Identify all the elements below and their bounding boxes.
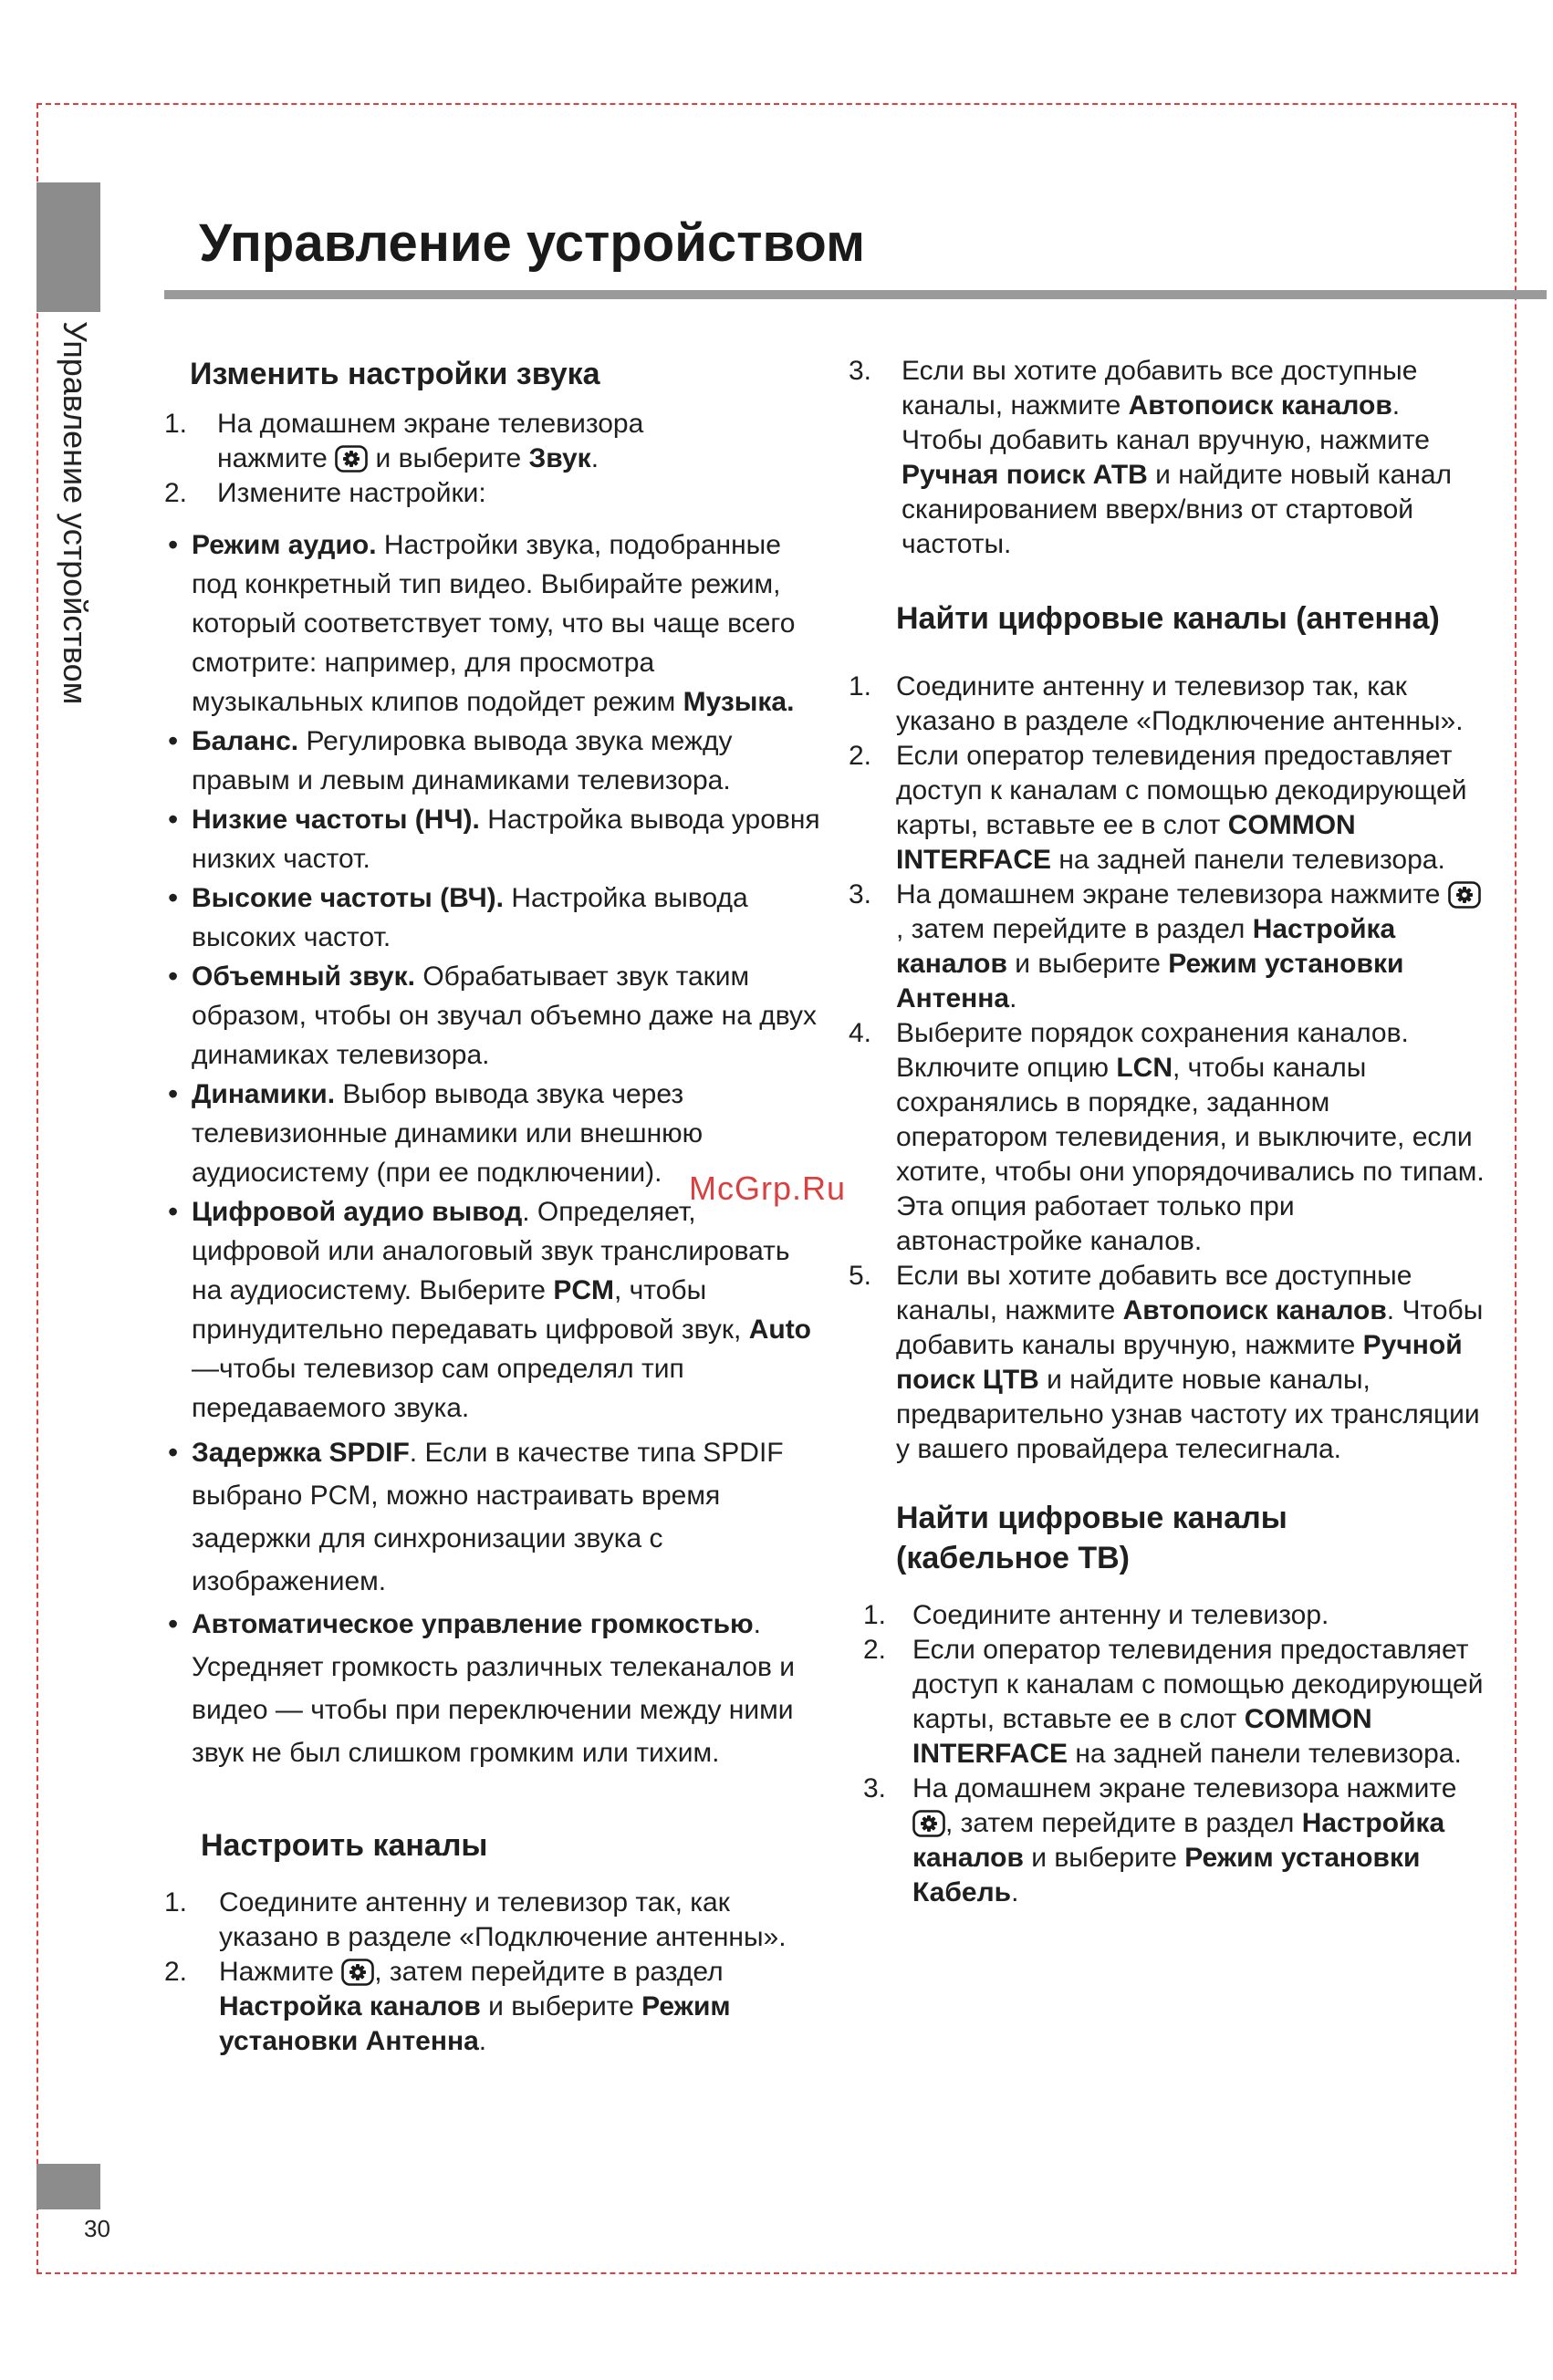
step-text: На домашнем экране телевизора нажмите и выберите Звук. (217, 409, 644, 473)
list-item: • Цифровой аудио вывод. Определяет, цифровой или аналоговый звук транслировать на аудиосистему. Выберите PCM, чтобы принудительно передавать цифровой звук, Auto —чтобы телевизор сам определял тип передаваемого звука. (164, 1192, 821, 1428)
list-item: • Режим аудио. Настройки звука, подобранные под конкретный тип видео. Выбирайте режим, который соответствует тому, что вы чаще всего смотрите: например, для просмотра музыкальных клипов подойдет режим Музыка. (164, 525, 821, 722)
settings-gear-icon (341, 1959, 374, 1986)
step-text: Если оператор телевидения предоставляет доступ к каналам с помощью декодирующей карты, вставьте ее в слот COMMON INTERFACE на задней панели телевизора. (896, 741, 1467, 875)
step-number: 3. (849, 879, 872, 909)
digital-antenna-heading: Найти цифровые каналы (антенна) (896, 601, 1440, 636)
list-item (164, 1955, 821, 2059)
list-item (849, 1633, 1487, 1772)
step-number: 1. (863, 1600, 887, 1630)
step-number: 2. (164, 478, 188, 508)
section-tab-top (36, 182, 100, 312)
list-item (849, 1598, 1487, 1633)
step-number: 1. (164, 409, 188, 439)
step-number: 1. (849, 671, 872, 702)
list-item (849, 354, 1487, 562)
list-item (164, 407, 821, 476)
settings-gear-icon (1448, 881, 1481, 909)
settings-gear-icon (335, 445, 368, 473)
list-item: • Высокие частоты (ВЧ). Настройка вывода высоких частот. (164, 878, 821, 957)
step-number: 2. (849, 741, 872, 771)
step-text: На домашнем экране телевизора нажмите , затем перейдите в раздел Настройка каналов и выберите Режим установки Антенна. (896, 878, 1487, 1016)
step-text: Соедините антенну и телевизор так, как указано в разделе «Подключение антенны». (896, 671, 1464, 736)
side-section-title: Управление устройством (57, 321, 94, 705)
step-number: 1. (164, 1887, 188, 1918)
list-item (849, 878, 1487, 1016)
list-item: • Объемный звук. Обрабатывает звук таким образом, чтобы он звучал объемно даже на двух динамиках телевизора. (164, 957, 821, 1075)
title-divider (164, 290, 1547, 299)
settings-gear-icon (912, 1810, 945, 1837)
list-item: • Баланс. Регулировка вывода звука между правым и левым динамиками телевизора. (164, 722, 821, 800)
list-item (849, 670, 1487, 739)
section-tab-bottom (36, 2164, 100, 2209)
step-number: 3. (863, 1773, 887, 1803)
digital-cable-steps (849, 1598, 1487, 1910)
channel-steps (164, 1886, 821, 2059)
step-text: Если оператор телевидения предоставляет доступ к каналам с помощью декодирующей карты, вставьте ее в слот COMMON INTERFACE на задней панели телевизора. (912, 1635, 1484, 1769)
step-number: 5. (849, 1261, 872, 1291)
step-number: 2. (164, 1957, 188, 1987)
digital-cable-heading: Найти цифровые каналы (кабельное ТВ) (896, 1501, 1287, 1575)
step-text: Если вы хотите добавить все доступные каналы, нажмите Автопоиск каналов. Чтобы добавить канал вручную, нажмите Ручная поиск АТВ и найдите новый канал сканированием вверх/вниз от стартовой частоты. (902, 356, 1453, 559)
right-column (849, 354, 1487, 1910)
sound-steps (164, 407, 821, 511)
analog-step (849, 354, 1487, 562)
step-text: Выберите порядок сохранения каналов. Включите опцию LCN, чтобы каналы сохранялись в порядке, заданном оператором телевидения, и выключите, если хотите, чтобы они упорядочивались по типам. Эта опция работает только при автонастройке каналов. (896, 1018, 1485, 1256)
step-text: Если вы хотите добавить все доступные каналы, нажмите Автопоиск каналов. Чтобы добавить каналы вручную, нажмите Ручной поиск ЦТВ и найдите новые каналы, предварительно узнав частоту их трансляции у вашего провайдера телесигнала. (896, 1261, 1484, 1464)
step-text: На домашнем экране телевизора нажмите , затем перейдите в раздел Настройка каналов и выберите Режим установки Кабель. (912, 1773, 1457, 1907)
page-title: Управление устройством (199, 213, 865, 273)
list-item: • Низкие частоты (НЧ). Настройка вывода уровня низких частот. (164, 800, 821, 878)
digital-antenna-steps (849, 670, 1487, 1467)
watermark-text: McGrp.Ru (689, 1169, 847, 1207)
list-item (849, 1259, 1487, 1467)
list-item: • Динамики. Выбор вывода звука через телевизионные динамики или внешнюю аудиосистему (при ее подключении). (164, 1075, 821, 1192)
list-item (849, 1016, 1487, 1259)
list-item: • Задержка SPDIF. Если в качестве типа SPDIF выбрано PCM, можно настраивать время задержки для синхронизации звука с изображением. (164, 1431, 821, 1603)
step-text: Нажмите , затем перейдите в раздел Настройка каналов и выберите Режим установки Антенна. (219, 1957, 731, 2056)
page-number: 30 (84, 2215, 110, 2242)
list-item (849, 1772, 1487, 1910)
list-item (164, 476, 821, 511)
step-text: Соедините антенну и телевизор так, как указано в разделе «Подключение антенны». (219, 1887, 787, 1952)
step-number: 4. (849, 1018, 872, 1048)
list-item: • Автоматическое управление громкостью. Усредняет громкость различных телеканалов и видео — чтобы при переключении между ними звук не был слишком громким или тихим. (164, 1603, 821, 1774)
sound-options-list (164, 525, 821, 1774)
sound-settings-heading: Изменить настройки звука (190, 357, 600, 391)
step-text: Соедините антенну и телевизор. (912, 1600, 1329, 1630)
channels-heading: Настроить каналы (201, 1828, 488, 1863)
step-number: 2. (863, 1635, 887, 1665)
list-item (164, 1886, 821, 1955)
step-text: Измените настройки: (217, 478, 486, 508)
step-number: 3. (849, 356, 872, 386)
list-item (849, 739, 1487, 878)
